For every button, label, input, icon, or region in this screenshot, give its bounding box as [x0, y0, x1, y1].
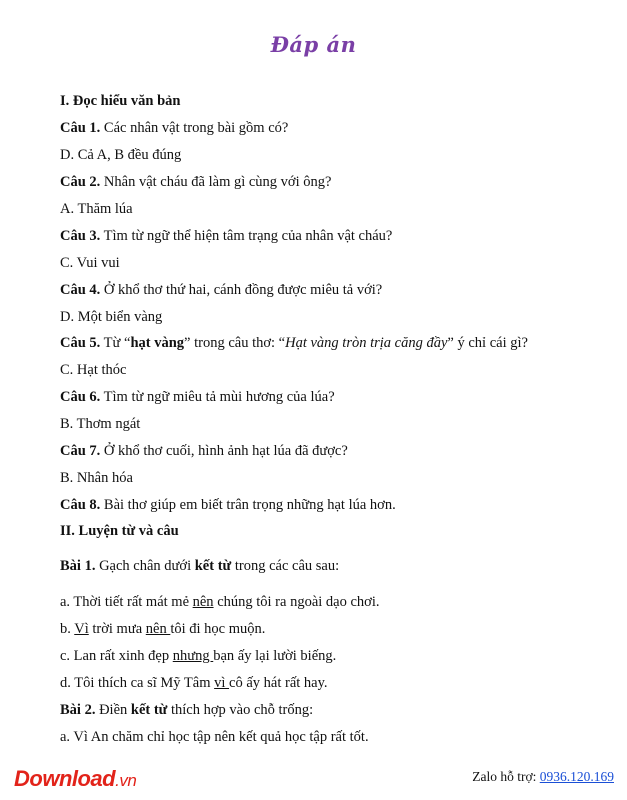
question-1 [60, 119, 288, 137]
underlined-conjunction: nên [145, 621, 171, 637]
question-text-pre: Từ “ [100, 335, 131, 351]
exercise-2-item-a: a. Vì An chăm chỉ học tập nên kết quả học tập rất tốt. [60, 729, 369, 745]
question-label: Câu 1. [60, 120, 101, 136]
question-label: Câu 2. [60, 174, 101, 190]
instruction-text-post: thích hợp vào chỗ trống: [167, 702, 314, 718]
question-text: Ở khổ thơ thứ hai, cánh đồng được miêu tả với? [100, 282, 383, 298]
item-text-pre: d. Tôi thích ca sĩ Mỹ Tâm [60, 675, 215, 691]
underlined-conjunction: nên [192, 594, 214, 610]
question-5 [60, 334, 528, 352]
instruction-text-post: trong các câu sau: [231, 558, 340, 574]
zalo-phone-link[interactable]: 0936.120.169 [539, 769, 614, 784]
answer-5: C. Hạt thóc [60, 362, 127, 378]
exercise-label: Bài 2. [60, 702, 96, 718]
instruction-keyword: kết từ [194, 558, 232, 574]
question-4 [60, 281, 382, 299]
logo-suffix: .vn [115, 771, 137, 790]
item-text-post: chúng tôi ra ngoài dạo chơi. [213, 594, 380, 610]
question-6 [60, 388, 335, 406]
exercise-label: Bài 1. [60, 558, 96, 574]
section-heading-reading: I. Đọc hiểu văn bản [60, 93, 181, 109]
underlined-conjunction: Vì [74, 621, 89, 637]
item-text-mid: trời mưa [88, 621, 146, 637]
question-label: Câu 5. [60, 335, 101, 351]
exercise-1-item-d [60, 674, 328, 692]
question-8 [60, 496, 396, 514]
answer-1: D. Cả A, B đều đúng [60, 147, 182, 163]
download-vn-logo[interactable] [14, 766, 136, 792]
question-text: Ở khổ thơ cuối, hình ảnh hạt lúa đã được? [100, 443, 348, 459]
instruction-text-pre: Gạch chân dưới [95, 558, 195, 574]
question-label: Câu 4. [60, 282, 101, 298]
question-label: Câu 7. [60, 443, 101, 459]
answer-4: D. Một biển vàng [60, 309, 163, 325]
instruction-keyword: kết từ [130, 702, 168, 718]
exercise-1-item-b [60, 620, 265, 638]
question-text: Tìm từ ngữ thể hiện tâm trạng của nhân vật cháu? [100, 228, 393, 244]
answer-2: A. Thăm lúa [60, 201, 133, 217]
item-text-post: bạn ấy lại lười biếng. [213, 648, 337, 664]
question-7 [60, 442, 348, 460]
question-2 [60, 173, 331, 191]
answer-7: B. Nhân hóa [60, 470, 133, 486]
question-text: Các nhân vật trong bài gồm có? [100, 120, 289, 136]
exercise-1-item-c [60, 647, 336, 665]
underlined-conjunction: nhưng [172, 648, 214, 664]
question-label: Câu 6. [60, 389, 101, 405]
item-text-post: tôi đi học muộn. [170, 621, 266, 637]
exercise-1-instruction [60, 557, 339, 575]
question-label: Câu 8. [60, 497, 101, 513]
answer-3: C. Vui vui [60, 255, 120, 271]
question-text: Nhân vật cháu đã làm gì cùng với ông? [100, 174, 332, 190]
page-title: Đáp án [270, 32, 357, 57]
poem-quote: Hạt vàng tròn trịa căng đầy [285, 335, 448, 351]
section-heading-vocabulary: II. Luyện từ và câu [60, 523, 179, 539]
item-text-pre: b. [60, 621, 75, 637]
question-keyword: hạt vàng [130, 335, 185, 351]
exercise-2-instruction [60, 701, 313, 719]
question-text: Bài thơ giúp em biết trân trọng những hạt lúa hơn. [100, 497, 396, 513]
question-label: Câu 3. [60, 228, 101, 244]
question-text: Tìm từ ngữ miêu tả mùi hương của lúa? [100, 389, 335, 405]
answer-6: B. Thơm ngát [60, 416, 141, 432]
instruction-text-pre: Điền [95, 702, 131, 718]
zalo-support [472, 769, 614, 785]
question-3 [60, 227, 392, 245]
exercise-1-item-a [60, 593, 379, 611]
item-text-post: cô ấy hát rất hay. [229, 675, 328, 691]
logo-main: Download [14, 766, 116, 791]
zalo-support-label: Zalo hỗ trợ: [472, 769, 540, 784]
question-text-mid: ” trong câu thơ: “ [184, 335, 286, 351]
question-text-post: ” ý chỉ cái gì? [447, 335, 528, 351]
item-text-pre: a. Thời tiết rất mát mẻ [60, 594, 193, 610]
underlined-conjunction: vì [214, 675, 230, 691]
item-text-pre: c. Lan rất xinh đẹp [60, 648, 173, 664]
